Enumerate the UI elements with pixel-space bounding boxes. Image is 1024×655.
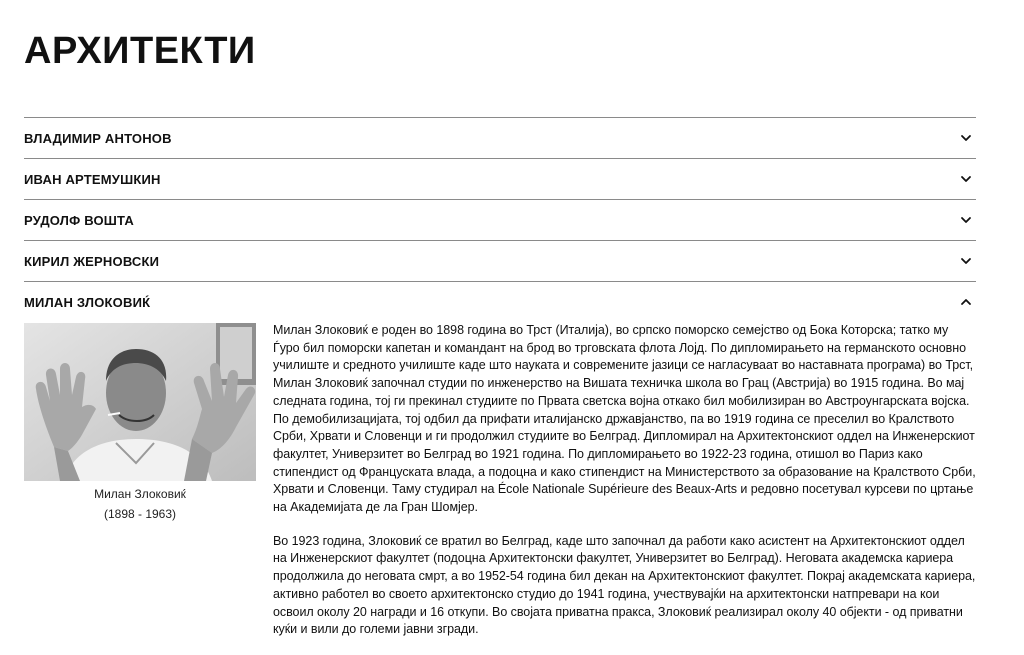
accordion-item-title: КИРИЛ ЖЕРНОВСКИ — [24, 253, 160, 269]
accordion-item — [24, 158, 976, 199]
accordion-panel — [24, 322, 976, 642]
chevron-up-icon[interactable] — [959, 295, 973, 309]
accordion-item-title: ИВАН АРТЕМУШКИН — [24, 171, 161, 187]
chevron-down-icon[interactable] — [959, 254, 973, 268]
accordion-item-expanded — [24, 281, 976, 642]
architects-accordion — [24, 117, 976, 642]
biography-text — [273, 322, 977, 655]
bio-paragraph: Милан Злоковиќ е роден во 1898 година во Трст (Италија), во српско поморско семејство од Бока Которска; татко му Ѓуро бил поморски капетан и командант на брод во трговската флота Лојд. По дипломирањето на германското основно училиште и средното училиште каде што науката и современите јазици се нагласуваат во наставната програма) во Трст, Милан Злоковиќ започнал студии по инженерство на Вишата техничка школа во Грац (Австрија) во 1915 година. Во мај следната година, тој ги прекинал студиите по Првата светска војна откако бил мобилизиран во Австроунгарската војска. По демобилизацијата, тој одбил да прифати италијанско државјанство, па во 1919 година се преселил во Кралството Срби, Хрвати и Словенци и ги продолжил студиите во Белград. Дипломирал на Архитектонскиот оддел на Инженерскиот факултет, Универзитет во Белград во 1921 година. По дипломирањето во 1922-23 година, отишол во Париз како стипендист од Француската влада, а подоцна и како стипендист на Министерството за образование на Кралството Срби, Хрвати и Словенци. Таму студирал на École Nationale Supérieure des Beaux-Arts и редовно посетувал курсеви по цртање на Академијата де ла Гран Шомјер. — [273, 323, 976, 515]
accordion-item — [24, 117, 976, 158]
accordion-header-antonov[interactable] — [24, 118, 976, 158]
accordion-item — [24, 240, 976, 281]
page-title: АРХИТЕКТИ — [24, 30, 256, 72]
architect-portrait — [24, 323, 256, 481]
accordion-item-title: РУДОЛФ ВОШТА — [24, 212, 134, 228]
chevron-down-icon[interactable] — [959, 131, 973, 145]
accordion-item-title: ВЛАДИМИР АНТОНОВ — [24, 130, 172, 146]
accordion-header-artemushkin[interactable] — [24, 159, 976, 199]
accordion-item — [24, 199, 976, 240]
accordion-header-zhernovski[interactable] — [24, 241, 976, 281]
caption-name: Милан Злоковиќ — [94, 487, 186, 501]
bio-paragraph: Во 1923 година, Злоковиќ се вратил во Белград, каде што започнал да работи како асистент на Архитектонскиот оддел на Инженерскиот факултет (подоцна Архитектонски факултет, Универзитет во Белград). Неговата академска кариера продолжила до неговата смрт, а во 1952-54 година бил декан на Архитектонскиот факултет. Покрај академската кариера, активно работел во своето архитектонско студио до 1941 година, учествувајќи на архитектонски натпревари на кои освоил околу 20 награди и 16 откупи. Во својата приватна пракса, Злоковиќ реализирал околу 40 објекти - од приватни куќи и вили до големи јавни згради. — [273, 533, 976, 637]
accordion-item-title: МИЛАН ЗЛОКОВИЌ — [24, 294, 151, 310]
chevron-down-icon[interactable] — [959, 213, 973, 227]
portrait-caption — [24, 484, 256, 524]
chevron-down-icon[interactable] — [959, 172, 973, 186]
accordion-header-zlokovic[interactable] — [24, 282, 976, 322]
accordion-header-voshta[interactable] — [24, 200, 976, 240]
caption-years: (1898 - 1963) — [103, 507, 177, 521]
